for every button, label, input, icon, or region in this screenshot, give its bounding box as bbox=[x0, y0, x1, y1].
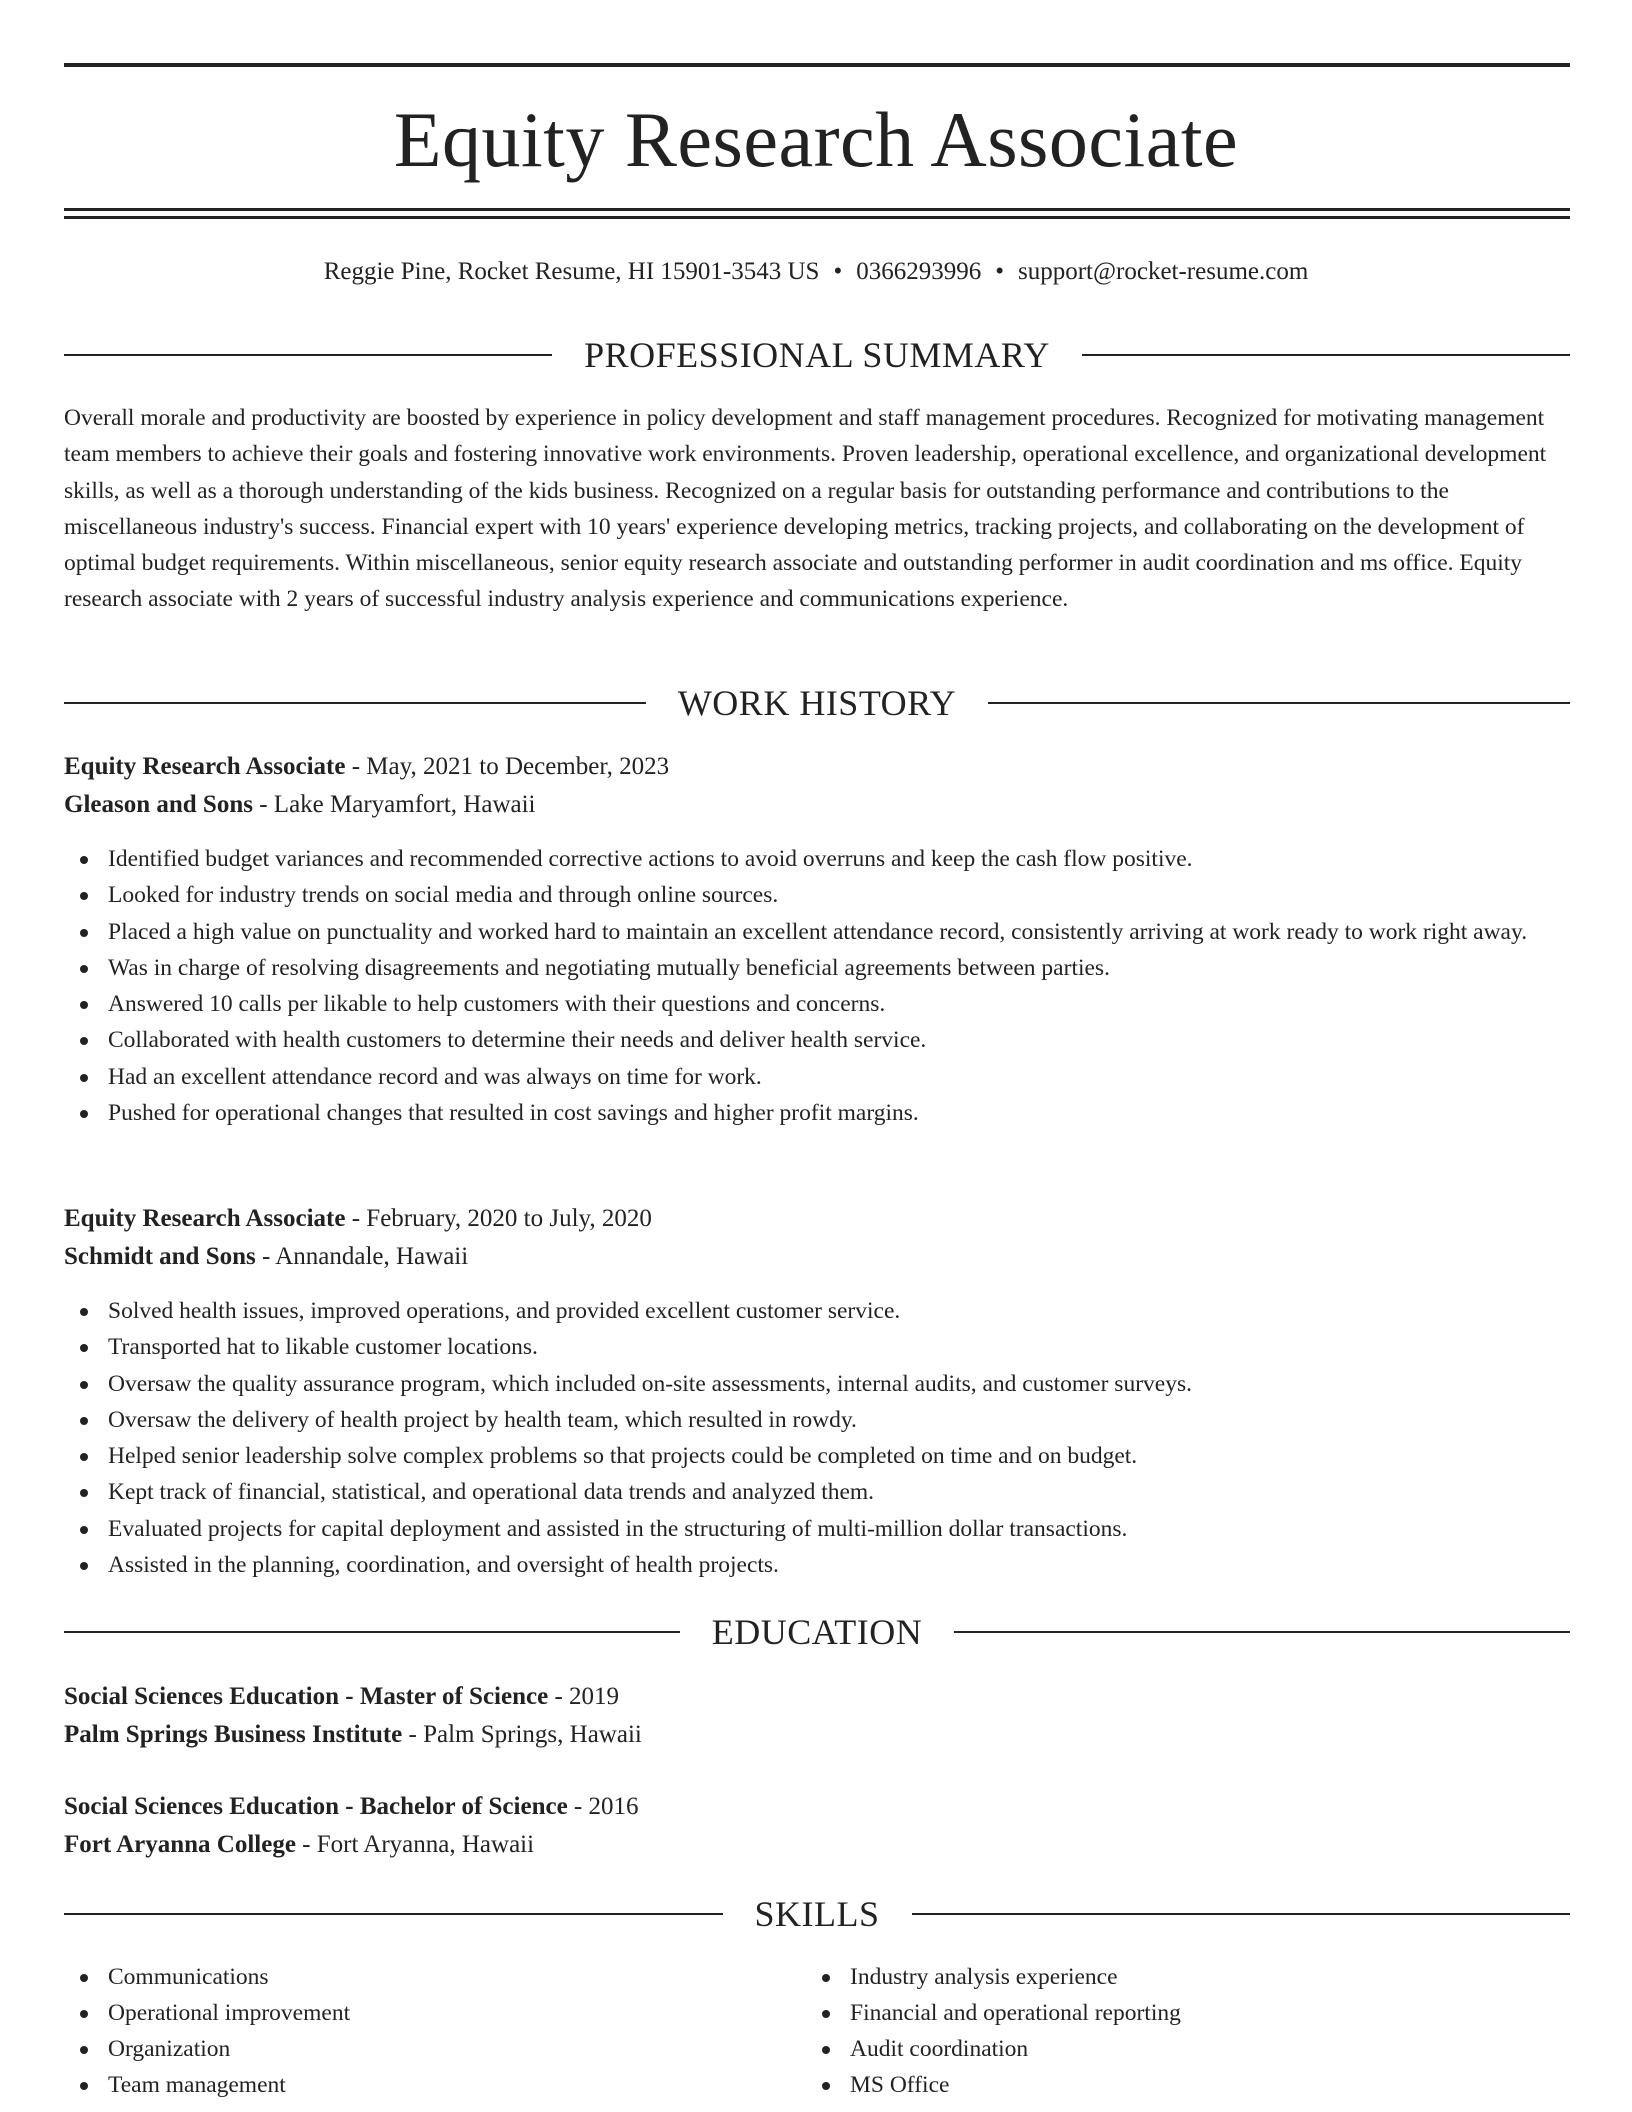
heading-rule-right bbox=[1082, 354, 1570, 356]
job-title-line bbox=[64, 749, 1570, 785]
work-history-heading-label: WORK HISTORY bbox=[677, 683, 957, 723]
heading-rule-left bbox=[64, 354, 552, 356]
list-item: Answered 10 calls per likable to help customers with their questions and concerns. bbox=[64, 986, 1570, 1022]
job-location: - Lake Maryamfort, Hawaii bbox=[252, 791, 536, 818]
skill-item: Organization bbox=[64, 2031, 804, 2067]
job-company: Gleason and Sons bbox=[64, 791, 253, 818]
skill-item: Audit coordination bbox=[806, 2031, 1566, 2067]
header-double-rule-upper bbox=[64, 208, 1570, 211]
list-item: Transported hat to likable customer locations. bbox=[64, 1329, 1570, 1365]
contact-phone: 0366293996 bbox=[856, 258, 982, 285]
education-degree-line bbox=[64, 1679, 1570, 1715]
contact-address: Reggie Pine, Rocket Resume, HI 15901-3543 US bbox=[323, 258, 820, 285]
job-location: - Annandale, Hawaii bbox=[255, 1243, 469, 1270]
job-bullets bbox=[64, 1293, 1570, 1583]
heading-rule-left bbox=[64, 702, 646, 704]
education-school-line bbox=[64, 1827, 1570, 1863]
job-dates: - May, 2021 to December, 2023 bbox=[345, 753, 670, 780]
contact-line bbox=[0, 254, 1632, 290]
header-top-rule bbox=[64, 63, 1570, 67]
education-school-line bbox=[64, 1717, 1570, 1753]
contact-email: support@rocket-resume.com bbox=[1018, 258, 1309, 285]
job-title-line bbox=[64, 1201, 1570, 1237]
summary-heading-label: PROFESSIONAL SUMMARY bbox=[584, 335, 1050, 375]
skill-item: Financial and operational reporting bbox=[806, 1995, 1566, 2031]
job-company-line bbox=[64, 787, 1570, 823]
job-company-line bbox=[64, 1239, 1570, 1275]
job-title: Equity Research Associate bbox=[64, 1205, 346, 1232]
list-item: Had an excellent attendance record and was always on time for work. bbox=[64, 1059, 1570, 1095]
skills-list-right bbox=[806, 1959, 1566, 2103]
heading-rule-right bbox=[988, 702, 1570, 704]
education-degree: Social Sciences Education - Master of Science bbox=[64, 1683, 549, 1710]
list-item: Collaborated with health customers to determine their needs and deliver health service. bbox=[64, 1022, 1570, 1058]
education-school: Palm Springs Business Institute bbox=[64, 1721, 403, 1748]
list-item: Pushed for operational changes that resulted in cost savings and higher profit margins. bbox=[64, 1095, 1570, 1131]
heading-rule-right bbox=[912, 1913, 1571, 1915]
list-item: Solved health issues, improved operations, and provided excellent customer service. bbox=[64, 1293, 1570, 1329]
skills-heading-label: SKILLS bbox=[754, 1894, 880, 1934]
contact-separator: • bbox=[833, 258, 843, 285]
heading-rule-left bbox=[64, 1913, 723, 1915]
job-dates: - February, 2020 to July, 2020 bbox=[345, 1205, 652, 1232]
skill-item: Team management bbox=[64, 2067, 804, 2103]
skill-item: Communications bbox=[64, 1959, 804, 1995]
education-heading bbox=[64, 1610, 1570, 1654]
header-double-rule-lower bbox=[64, 216, 1570, 219]
education-year: - 2016 bbox=[567, 1793, 639, 1820]
education-location: - Palm Springs, Hawaii bbox=[402, 1721, 642, 1748]
skills-heading bbox=[64, 1892, 1570, 1936]
education-heading-label: EDUCATION bbox=[711, 1612, 923, 1652]
education-degree: Social Sciences Education - Bachelor of Science bbox=[64, 1793, 568, 1820]
education-degree-line bbox=[64, 1789, 1570, 1825]
heading-rule-left bbox=[64, 1631, 680, 1633]
contact-separator: • bbox=[995, 258, 1004, 285]
list-item: Placed a high value on punctuality and worked hard to maintain an excellent attendance record, consistently arriving at work ready to work right away. bbox=[64, 914, 1570, 950]
education-year: - 2019 bbox=[548, 1683, 620, 1710]
summary-heading bbox=[64, 333, 1570, 377]
job-title: Equity Research Associate bbox=[64, 753, 346, 780]
job-company: Schmidt and Sons bbox=[64, 1243, 256, 1270]
work-history-heading bbox=[64, 681, 1570, 725]
skill-item: Industry analysis experience bbox=[806, 1959, 1566, 1995]
list-item: Helped senior leadership solve complex problems so that projects could be completed on time and on budget. bbox=[64, 1438, 1570, 1474]
summary-text: Overall morale and productivity are boosted by experience in policy development and staff management procedures. Recognized for motivating management team members to achieve their goals and fostering innovative work environments. Proven leadership, operational excellence, and organizational development skills, as well as a thorough understanding of the kids business. Recognized on a regular basis for outstanding performance and contributions to the miscellaneous industry's success. Financial expert with 10 years' experience developing metrics, tracking projects, and collaborating on the development of optimal budget requirements. Within miscellaneous, senior equity research associate and outstanding performer in audit coordination and ms office. Equity research associate with 2 years of successful industry analysis experience and communications experience. bbox=[64, 405, 1547, 613]
skill-item: Operational improvement bbox=[64, 1995, 804, 2031]
list-item: Looked for industry trends on social media and through online sources. bbox=[64, 877, 1570, 913]
list-item: Oversaw the delivery of health project by health team, which resulted in rowdy. bbox=[64, 1402, 1570, 1438]
education-school: Fort Aryanna College bbox=[64, 1831, 296, 1858]
education-location: - Fort Aryanna, Hawaii bbox=[295, 1831, 535, 1858]
list-item: Identified budget variances and recommended corrective actions to avoid overruns and keep the cash flow positive. bbox=[64, 841, 1570, 877]
list-item: Oversaw the quality assurance program, which included on-site assessments, internal audits, and customer surveys. bbox=[64, 1366, 1570, 1402]
list-item: Was in charge of resolving disagreements and negotiating mutually beneficial agreements between parties. bbox=[64, 950, 1570, 986]
list-item: Kept track of financial, statistical, and operational data trends and analyzed them. bbox=[64, 1474, 1570, 1510]
skill-item: MS Office bbox=[806, 2067, 1566, 2103]
heading-rule-right bbox=[954, 1631, 1570, 1633]
skills-list-left bbox=[64, 1959, 804, 2103]
page-title: Equity Research Associate bbox=[393, 96, 1239, 183]
job-bullets bbox=[64, 841, 1570, 1131]
list-item: Assisted in the planning, coordination, and oversight of health projects. bbox=[64, 1547, 1570, 1583]
list-item: Evaluated projects for capital deployment and assisted in the structuring of multi-million dollar transactions. bbox=[64, 1511, 1570, 1547]
